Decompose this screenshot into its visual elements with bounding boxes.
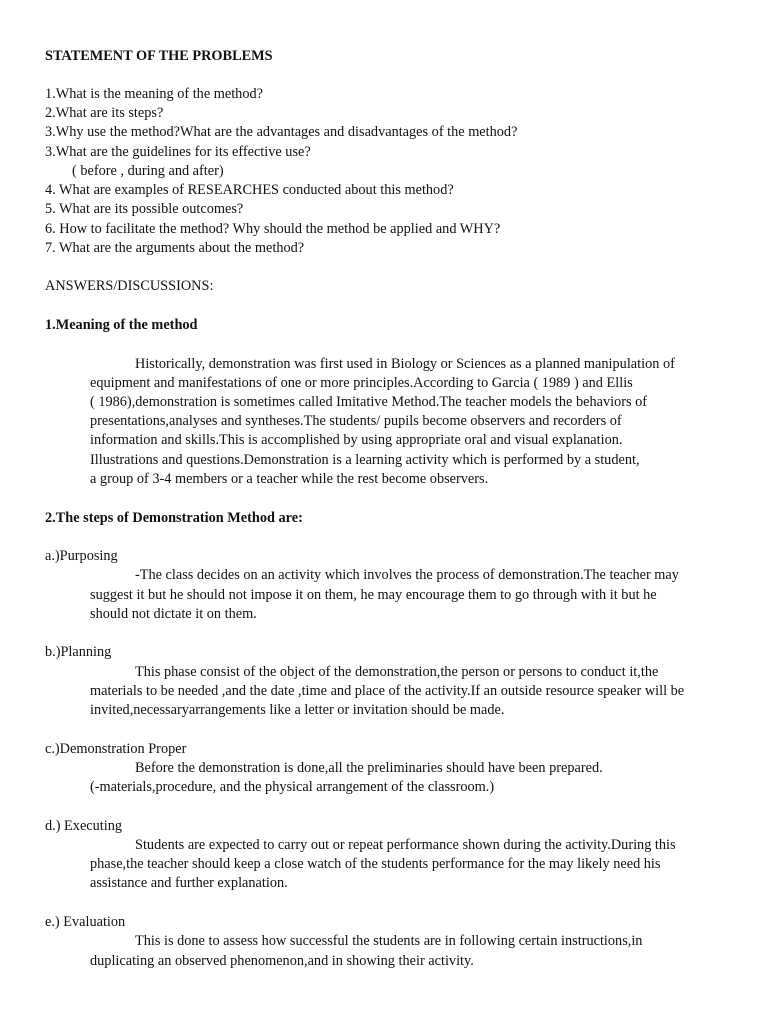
paragraph-line: presentations,analyses and syntheses.The students/ pupils become observers and recorders of — [90, 413, 622, 429]
step-label: c.)Demonstration Proper — [45, 741, 187, 757]
question-item: ( before , during and after) — [72, 163, 224, 179]
paragraph-line: This phase consist of the object of the demonstration,the person or persons to conduct it,the — [135, 664, 659, 680]
paragraph-line: equipment and manifestations of one or more principles.According to Garcia ( 1989 ) and Ellis — [90, 375, 633, 391]
paragraph-line: Before the demonstration is done,all the preliminaries should have been prepared. — [135, 760, 603, 776]
section-heading: 1.Meaning of the method — [45, 317, 198, 333]
paragraph-line: Historically, demonstration was first used in Biology or Sciences as a planned manipulation of — [135, 356, 675, 372]
paragraph-line: phase,the teacher should keep a close watch of the students performance for the may likely need his — [90, 856, 661, 872]
step-label: a.)Purposing — [45, 548, 118, 564]
paragraph-line: a group of 3-4 members or a teacher while the rest become observers. — [90, 471, 489, 487]
paragraph-line: -The class decides on an activity which involves the process of demonstration.The teacher may — [135, 567, 679, 583]
question-item: 6. How to facilitate the method? Why should the method be applied and WHY? — [45, 221, 501, 237]
question-item: 1.What is the meaning of the method? — [45, 86, 263, 102]
document-title: STATEMENT OF THE PROBLEMS — [45, 48, 273, 64]
paragraph-line: duplicating an observed phenomenon,and in showing their activity. — [90, 953, 474, 969]
paragraph-line: ( 1986),demonstration is sometimes called Imitative Method.The teacher models the behaviors of — [90, 394, 648, 410]
paragraph-line: Illustrations and questions.Demonstration is a learning activity which is performed by a student, — [90, 452, 640, 468]
paragraph-line: suggest it but he should not impose it on them, he may encourage them to go through with it but he — [90, 587, 657, 603]
question-item: 4. What are examples of RESEARCHES conducted about this method? — [45, 182, 454, 198]
question-item: 3.Why use the method?What are the advantages and disadvantages of the method? — [45, 124, 518, 140]
answers-heading: ANSWERS/DISCUSSIONS: — [45, 278, 214, 294]
question-item: 5. What are its possible outcomes? — [45, 201, 244, 217]
paragraph-line: assistance and further explanation. — [90, 875, 288, 891]
question-item: 2.What are its steps? — [45, 105, 164, 121]
section-heading: 2.The steps of Demonstration Method are: — [45, 510, 303, 526]
paragraph-line: This is done to assess how successful the students are in following certain instructions,in — [135, 933, 643, 949]
paragraph-line: materials to be needed ,and the date ,time and place of the activity.If an outside resource speaker will be — [90, 683, 685, 699]
paragraph-line: should not dictate it on them. — [90, 606, 257, 622]
step-label: e.) Evaluation — [45, 914, 126, 930]
question-item: 7. What are the arguments about the method? — [45, 240, 305, 256]
paragraph-line: invited,necessaryarrangements like a letter or invitation should be made. — [90, 702, 505, 718]
question-item: 3.What are the guidelines for its effective use? — [45, 144, 311, 160]
paragraph-line: Students are expected to carry out or repeat performance shown during the activity.During this — [135, 837, 676, 853]
paragraph-line: (-materials,procedure, and the physical arrangement of the classroom.) — [90, 779, 495, 795]
step-label: d.) Executing — [45, 818, 123, 834]
paragraph-line: information and skills.This is accomplished by using appropriate oral and visual explanation. — [90, 432, 623, 448]
step-label: b.)Planning — [45, 644, 112, 660]
